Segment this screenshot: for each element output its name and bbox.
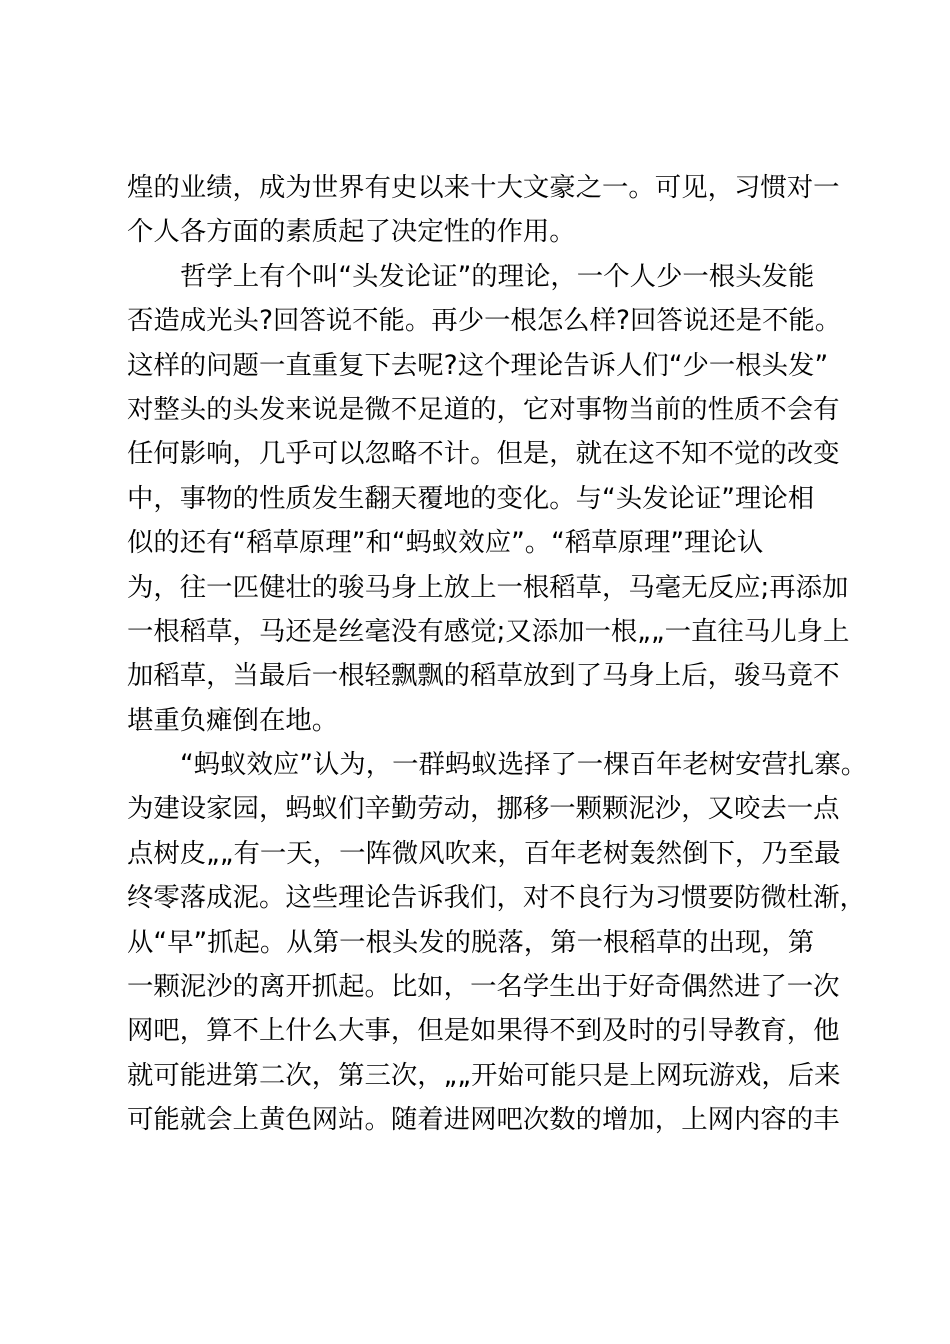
text-line: 终零落成泥。这些理论告诉我们，对不良行为习惯要防微杜渐，	[127, 882, 866, 914]
paragraph-start-line: “蚂蚁效应”认为，一群蚂蚁选择了一棵百年老树安营扎寨。	[180, 749, 868, 781]
text-line: 个人各方面的素质起了决定性的作用。	[127, 216, 576, 248]
text-line: 这样的问题一直重复下去呢?这个理论告诉人们“少一根头发”	[127, 349, 829, 381]
text-line: 否造成光头?回答说不能。再少一根怎么样?回答说还是不能。	[127, 305, 842, 337]
text-line: 可能就会上黄色网站。随着进网吧次数的增加，上网内容的丰	[127, 1104, 840, 1136]
text-line: 一颗泥沙的离开抓起。比如，一名学生出于好奇偶然进了一次	[127, 971, 840, 1003]
text-line: 对整头的头发来说是微不足道的，它对事物当前的性质不会有	[127, 393, 840, 425]
text-line: 煌的业绩，成为世界有史以来十大文豪之一。可见，习惯对一	[127, 172, 840, 203]
text-line: 中，事物的性质发生翻天覆地的变化。与“头发论证”理论相	[127, 482, 815, 514]
text-line: 为，往一匹健壮的骏马身上放上一根稻草，马毫无反应;再添加	[127, 571, 849, 603]
body-text	[127, 166, 868, 1143]
text-line: 似的还有“稻草原理”和“蚂蚁效应”。“稻草原理”理论认	[127, 527, 764, 559]
text-line: 网吧，算不上什么大事，但是如果得不到及时的引导教育，他	[127, 1015, 840, 1047]
text-line: 堪重负瘫倒在地。	[127, 704, 339, 736]
text-line: 从“早”抓起。从第一根头发的脱落，第一根稻草的出现，第	[127, 926, 815, 958]
text-line: 点树皮„„有一天，一阵微风吹来，百年老树轰然倒下，乃至最	[127, 837, 841, 869]
text-line: 任何影响，几乎可以忽略不计。但是，就在这不知不觉的改变	[127, 438, 840, 470]
text-line: 一根稻草，马还是丝毫没有感觉;又添加一根„„一直往马儿身上	[127, 615, 850, 647]
text-line: 加稻草，当最后一根轻飘飘的稻草放到了马身上后，骏马竟不	[127, 660, 840, 692]
paragraph-start-line: 哲学上有个叫“头发论证”的理论，一个人少一根头发能	[180, 260, 815, 292]
text-line: 就可能进第二次，第三次，„„开始可能只是上网玩游戏，后来	[127, 1059, 841, 1091]
text-line: 为建设家园，蚂蚁们辛勤劳动，挪移一颗颗泥沙，又咬去一点	[127, 793, 840, 825]
